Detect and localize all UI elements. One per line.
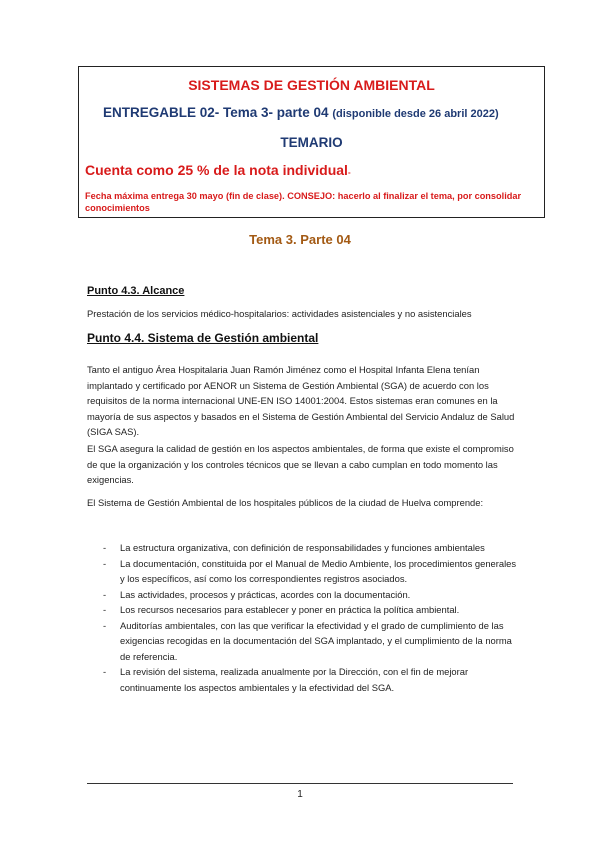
list-item-text: La revisión del sistema, realizada anualmente por la Dirección, con el fin de mejorar continuamente los aspectos ambientales y la efectividad del SGA. (120, 666, 469, 693)
grade-weight-suffix: - (347, 168, 351, 177)
sga-components-list (87, 540, 517, 695)
temario-label: TEMARIO (280, 135, 343, 150)
page-number: 1 (297, 789, 303, 800)
section-title-sga: Punto 4.4. Sistema de Gestión ambiental (87, 331, 319, 345)
deadline-note: Fecha máxima entrega 30 mayo (fin de clase). CONSEJO: hacerlo al finalizar el tema, por consolidar conocimientos (85, 191, 522, 213)
header-box (78, 66, 545, 218)
tema-heading: Tema 3. Parte 04 (249, 232, 351, 247)
list-item-text: La documentación, constituida por el Manual de Medio Ambiente, los procedimientos generales y los específicos, así como los correspondientes registros asociados. (120, 557, 517, 584)
list-item-text: Las actividades, procesos y prácticas, acordes con la documentación. (120, 588, 411, 600)
list-item-text: Auditorías ambientales, con las que verificar la efectividad y el grado de cumplimiento de las exigencias recogidas en la documentación del SGA implantado, y el cumplimiento de la norma de referencia. (120, 619, 512, 662)
entregable-label: ENTREGABLE 02- Tema 3- parte 04 (103, 105, 329, 120)
entregable-line (103, 105, 499, 120)
bullet-dash: - (103, 557, 107, 569)
disponible-note: (disponible desde 26 abril 2022) (332, 108, 499, 120)
list-item (87, 540, 517, 556)
list-item (87, 602, 517, 618)
bullet-dash: - (103, 542, 107, 553)
paragraph-sga-1: Tanto el antiguo Área Hospitalaria Juan Ramón Jiménez como el Hospital Infanta Elena tenían implantado y certificado por AENOR un Sistema de Gestión Ambiental (SGA) de acuerdo con los requisitos de la norma internacional UNE-EN ISO 14001:2004. Estos sistemas eran comunes en la mayoría de sus aspectos y basados en el Sistema de Gestión Ambiental del Servicio Andaluz de Salud (SIGA SAS). (87, 364, 515, 437)
paragraph-sga-2: El SGA asegura la calidad de gestión en los aspectos ambientales, de forma que existe el compromiso de que la organización y los controles técnicos que se llevan a cabo cumplan en todo momento las exigencias. (87, 443, 514, 485)
footer-divider (87, 783, 513, 784)
bullet-dash: - (103, 588, 107, 600)
document-title: SISTEMAS DE GESTIÓN AMBIENTAL (188, 77, 435, 93)
list-item (87, 664, 517, 695)
list-item-text: Los recursos necesarios para establecer y poner en práctica la política ambiental. (120, 604, 460, 615)
list-item (87, 618, 517, 665)
section-title-alcance: Punto 4.3. Alcance (87, 285, 185, 297)
bullet-dash: - (103, 666, 107, 677)
grade-weight-line (85, 162, 351, 178)
list-item (87, 587, 517, 603)
bullet-dash: - (103, 604, 107, 615)
paragraph-alcance: Prestación de los servicios médico-hospitalarios: actividades asistenciales y no asistenciales (87, 308, 472, 319)
grade-weight-text: Cuenta como 25 % de la nota individual (85, 162, 348, 178)
list-item-text: La estructura organizativa, con definición de responsabilidades y funciones ambientales (120, 542, 485, 553)
bullet-dash: - (103, 619, 107, 631)
paragraph-sga-3: El Sistema de Gestión Ambiental de los hospitales públicos de la ciudad de Huelva comprende: (87, 497, 484, 508)
list-item (87, 556, 517, 587)
